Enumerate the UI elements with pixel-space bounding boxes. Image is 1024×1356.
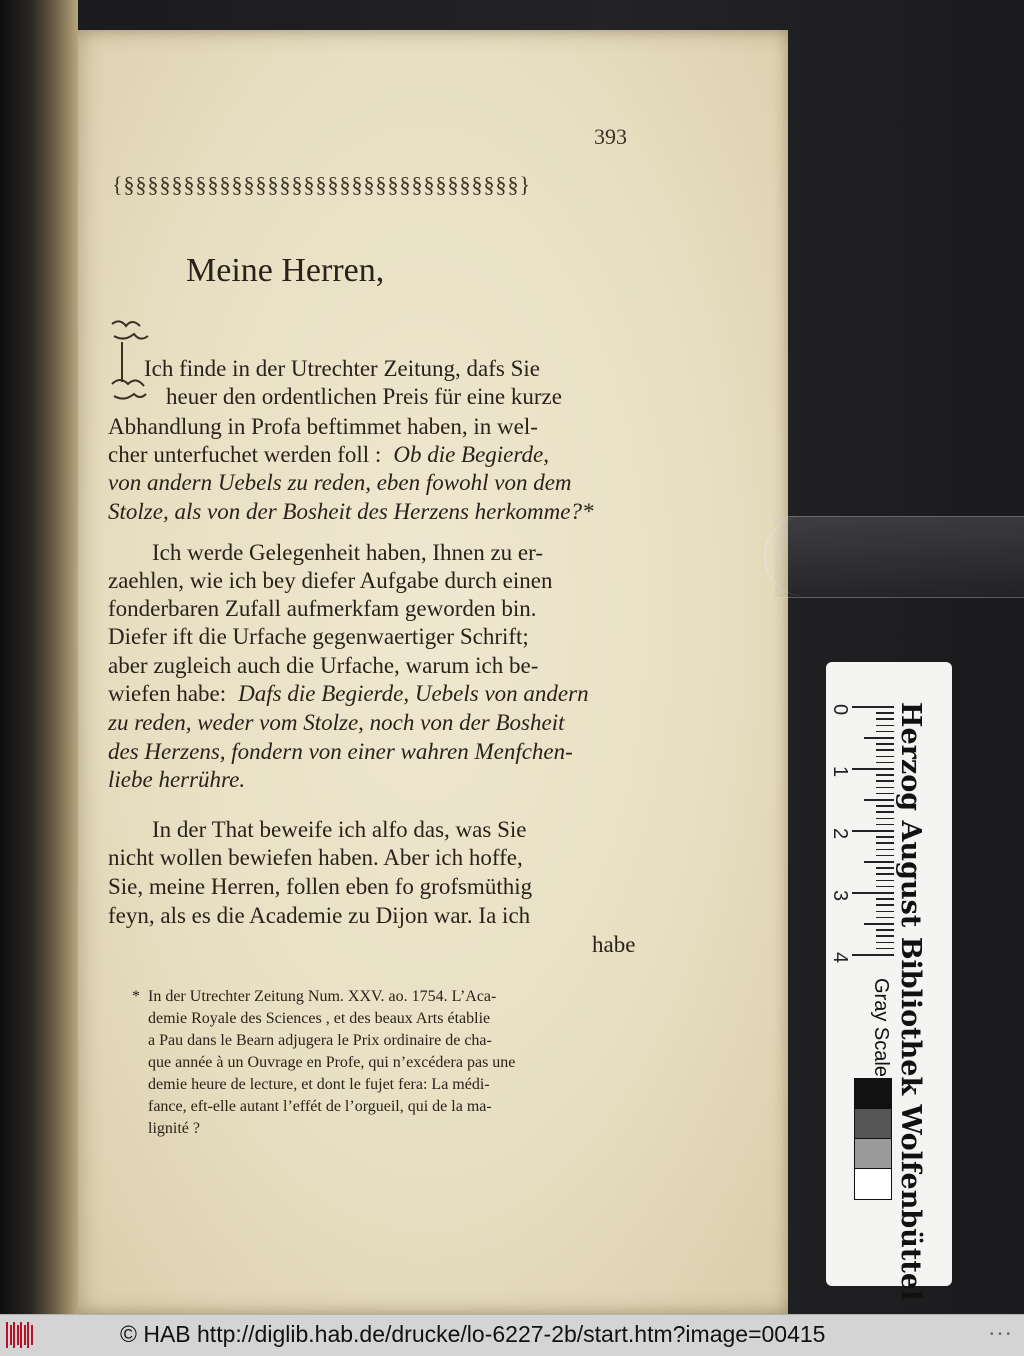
footnote-line: demie heure de lecture, et dont le fujet fera: La médi- — [148, 1076, 490, 1093]
body-line-text: Ich werde Gelegenheit haben, Ihnen zu er- — [152, 540, 543, 565]
footnote-line: In der Utrechter Zeitung Num. XXV. ao. 1754. L’Aca- — [148, 988, 497, 1005]
body-line-text: Sie, meine Herren, follen eben fo grofsmüthig — [108, 874, 533, 899]
body-line — [108, 414, 538, 440]
body-line — [152, 540, 543, 566]
ruler-number: 3 — [829, 889, 852, 902]
grayscale-swatch — [854, 1138, 892, 1170]
body-line — [108, 442, 549, 468]
body-line-text: In der That beweife ich alfo das, was Sie — [152, 817, 527, 842]
body-line — [108, 845, 523, 871]
body-line-text: Diefer ift die Urfache gegenwaertiger Schrift; — [108, 624, 529, 649]
footnote-mark: * — [132, 988, 140, 1005]
footnote-line: lignité ? — [148, 1120, 200, 1137]
ruler-number: 0 — [829, 703, 852, 716]
body-line-italic-tail: Dafs die Begierde, Uebels von andern — [238, 681, 589, 706]
body-line-text: zaehlen, wie ich bey diefer Aufgabe durch einen — [108, 568, 553, 593]
body-line — [108, 653, 538, 679]
grayscale-label: Gray Scale — [870, 978, 892, 1077]
body-line — [108, 767, 245, 793]
library-name-label: Herzog August Bibliothek Wolfenbüttel — [895, 702, 926, 1301]
body-line-text: feyn, als es die Academie zu Dijon war. Ia ich — [108, 903, 531, 928]
body-line-text: Abhandlung in Profa beftimmet haben, in wel- — [108, 414, 538, 439]
body-line-text: wiefen habe: — [108, 681, 227, 706]
body-line — [108, 470, 572, 496]
body-line-text: nicht wollen bewiefen haben. Aber ich hoffe, — [108, 845, 523, 870]
footnote-line: que année à un Ouvrage en Profe, qui n’excédera pas une — [148, 1054, 516, 1071]
body-line-text: von andern Uebels zu reden, eben fowohl von dem — [108, 470, 572, 495]
body-line — [108, 681, 589, 707]
body-line-text: heuer den ordentlichen Preis für eine kurze — [166, 384, 562, 409]
footer-dots: • • • — [990, 1329, 1012, 1340]
body-line-text: des Herzens, fondern von einer wahren Menfchen- — [108, 739, 573, 764]
body-line-text: liebe herrühre. — [108, 767, 246, 792]
ruler-number: 1 — [829, 765, 852, 778]
body-line — [108, 624, 529, 650]
body-line-text: habe — [592, 932, 636, 957]
footer-bar — [0, 1314, 1024, 1356]
body-line-italic-tail: Ob die Begierde, — [393, 442, 549, 467]
body-line-text: zu reden, weder vom Stolze, noch von der Bosheit — [108, 710, 565, 735]
footnote-line: a Pau dans le Bearn adjugera le Prix ordinaire de cha- — [148, 1032, 492, 1049]
body-line-text: aber zugleich auch die Urfache, warum ich be- — [108, 653, 539, 678]
body-line — [152, 817, 526, 843]
body-line-text: Ich finde in der Utrechter Zeitung, dafs Sie — [144, 356, 540, 381]
body-line — [108, 596, 537, 622]
body-line — [108, 739, 573, 765]
body-line — [592, 932, 635, 958]
ruler-number: 2 — [829, 827, 852, 840]
body-line-text: Stolze, als von der Bosheit des Herzens herkomme?* — [108, 499, 594, 524]
grayscale-swatch — [854, 1168, 892, 1200]
copyright-link[interactable]: © HAB http://diglib.hab.de/drucke/lo-6227-2b/start.htm?image=00415 — [120, 1321, 826, 1347]
book-gutter — [0, 0, 78, 1314]
grayscale-swatch — [854, 1078, 892, 1110]
glass-page-clip — [775, 516, 1024, 598]
body-line — [144, 356, 540, 382]
page-heading: Meine Herren, — [186, 252, 385, 289]
ruler-number: 4 — [829, 951, 852, 964]
hab-logo-icon — [6, 1322, 34, 1348]
body-line — [108, 903, 530, 929]
footnote-line: fance, eft-elle autant l’effét de l’orgueil, qui de la ma- — [148, 1098, 492, 1115]
body-line — [166, 384, 562, 410]
body-line-text: fonderbaren Zufall aufmerkfam geworden bin. — [108, 596, 537, 621]
footnote-line: demie Royale des Sciences , et des beaux Arts établie — [148, 1010, 491, 1027]
body-line — [108, 499, 593, 525]
body-line-text: cher unterfuchet werden foll : — [108, 442, 382, 467]
body-line — [108, 710, 565, 736]
page-number: 393 — [594, 124, 627, 149]
body-line — [108, 874, 532, 900]
ornament-rule: {§§§§§§§§§§§§§§§§§§§§§§§§§§§§§§§§§} — [112, 172, 532, 197]
body-line — [108, 568, 552, 594]
grayscale-swatch — [854, 1108, 892, 1140]
